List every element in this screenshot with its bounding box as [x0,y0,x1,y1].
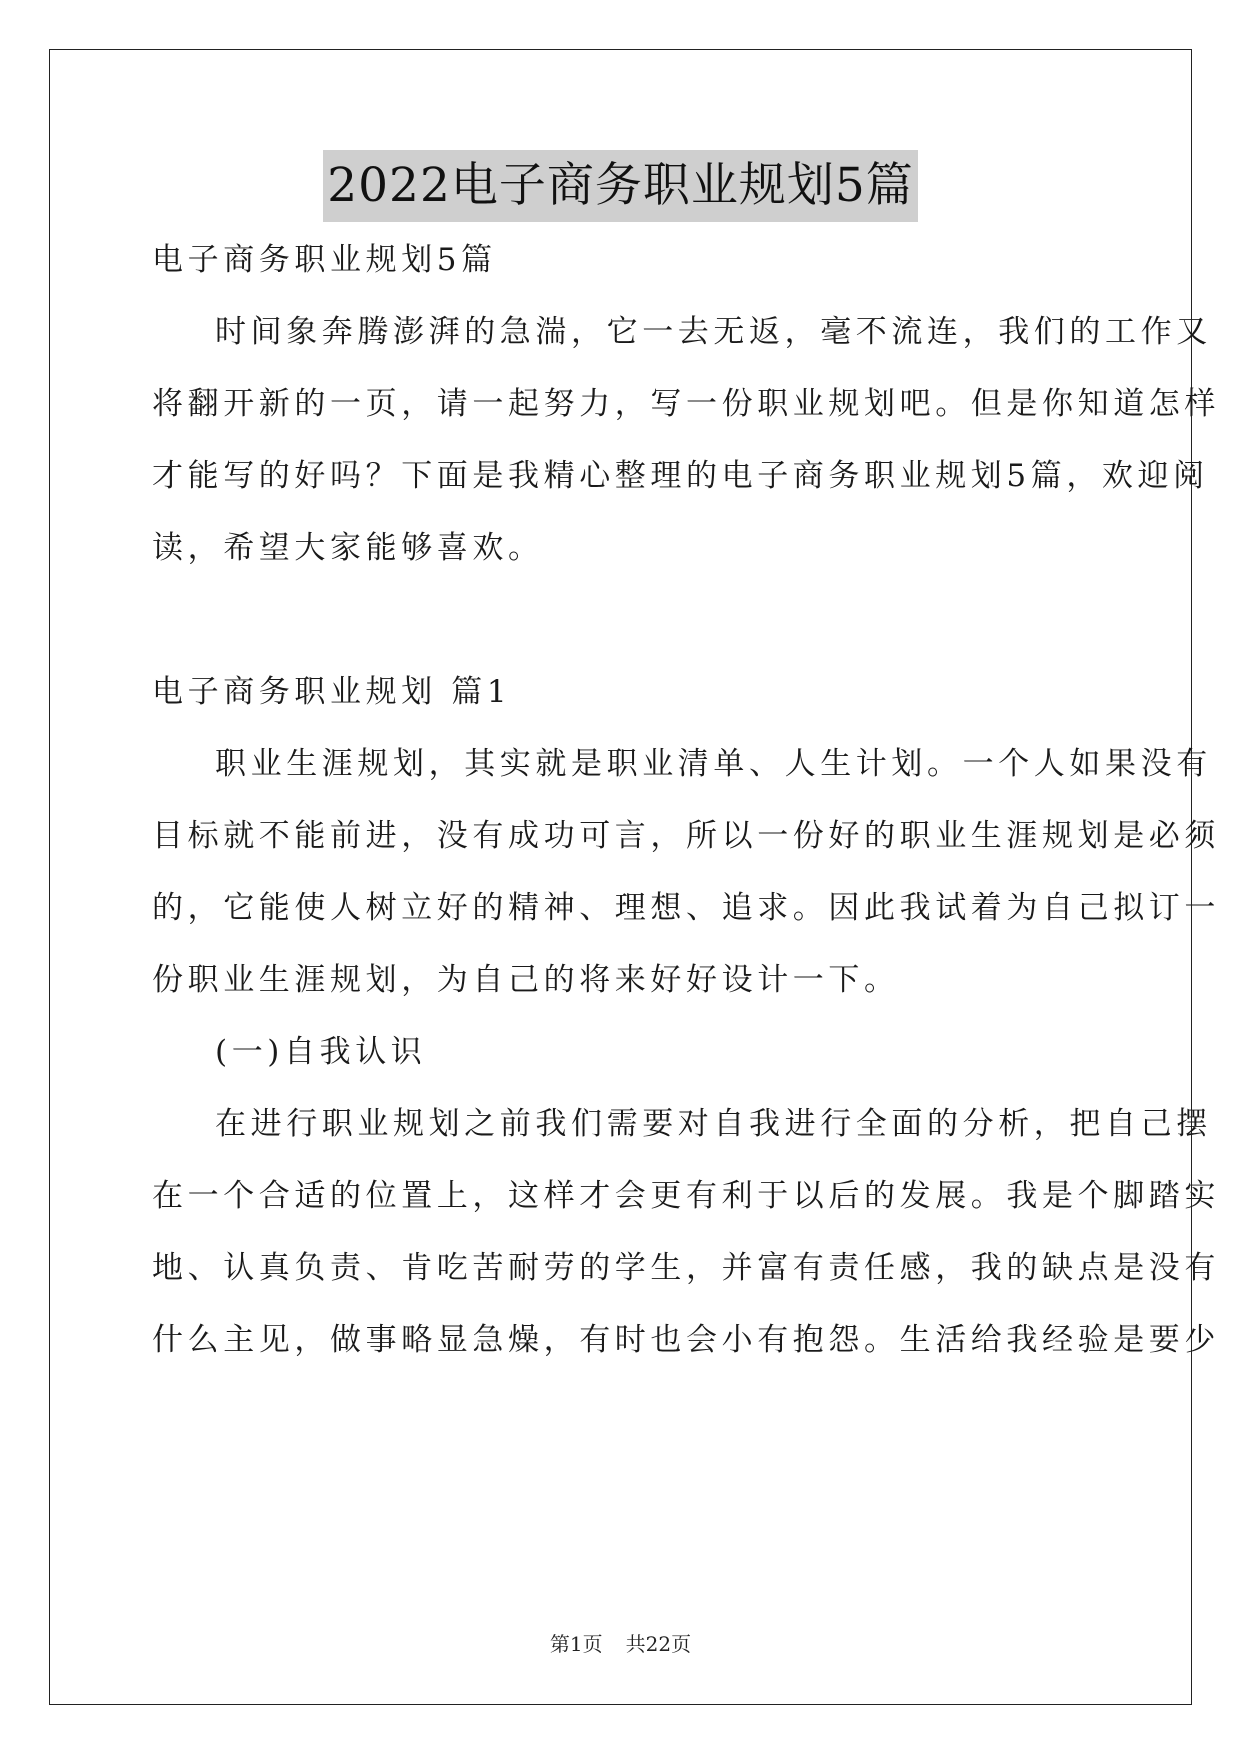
subsection-heading: (一)自我认识 [215,1034,427,1070]
page-total: 共22页 [625,1632,692,1656]
document-title: 2022电子商务职业规划5篇 [323,150,918,222]
paragraph-line: 的，它能使人树立好的精神、理想、追求。因此我试着为自己拟订一 [152,890,1220,926]
paragraph-line: 将翻开新的一页，请一起努力，写一份职业规划吧。但是你知道怎样 [152,386,1220,422]
section-heading: 电子商务职业规划 篇1 [152,674,512,710]
paragraph-line: 才能写的好吗？下面是我精心整理的电子商务职业规划5篇，欢迎阅 [152,458,1209,494]
paragraph-line: 读，希望大家能够喜欢。 [152,530,544,566]
paragraph-line: 目标就不能前进，没有成功可言，所以一份好的职业生涯规划是必须 [152,818,1220,854]
paragraph-line: 时间象奔腾澎湃的急湍，它一去无返，毫不流连，我们的工作又 [215,314,1212,350]
paragraph-line: 什么主见，做事略显急燥，有时也会小有抱怨。生活给我经验是要少 [152,1322,1220,1358]
paragraph-line: 在一个合适的位置上，这样才会更有利于以后的发展。我是个脚踏实 [152,1178,1220,1214]
page-border [49,49,1220,1705]
paragraph-line: 地、认真负责、肯吃苦耐劳的学生，并富有责任感，我的缺点是没有 [152,1250,1220,1286]
title-container [0,150,1241,222]
page-number: 第1页 [549,1632,603,1656]
paragraph-line: 在进行职业规划之前我们需要对自我进行全面的分析，把自己摆 [215,1106,1212,1142]
subtitle-line: 电子商务职业规划5篇 [152,242,497,278]
paragraph-line: 份职业生涯规划，为自己的将来好好设计一下。 [152,962,900,998]
page-footer [0,1628,1241,1657]
paragraph-line: 职业生涯规划，其实就是职业清单、人生计划。一个人如果没有 [215,746,1212,782]
